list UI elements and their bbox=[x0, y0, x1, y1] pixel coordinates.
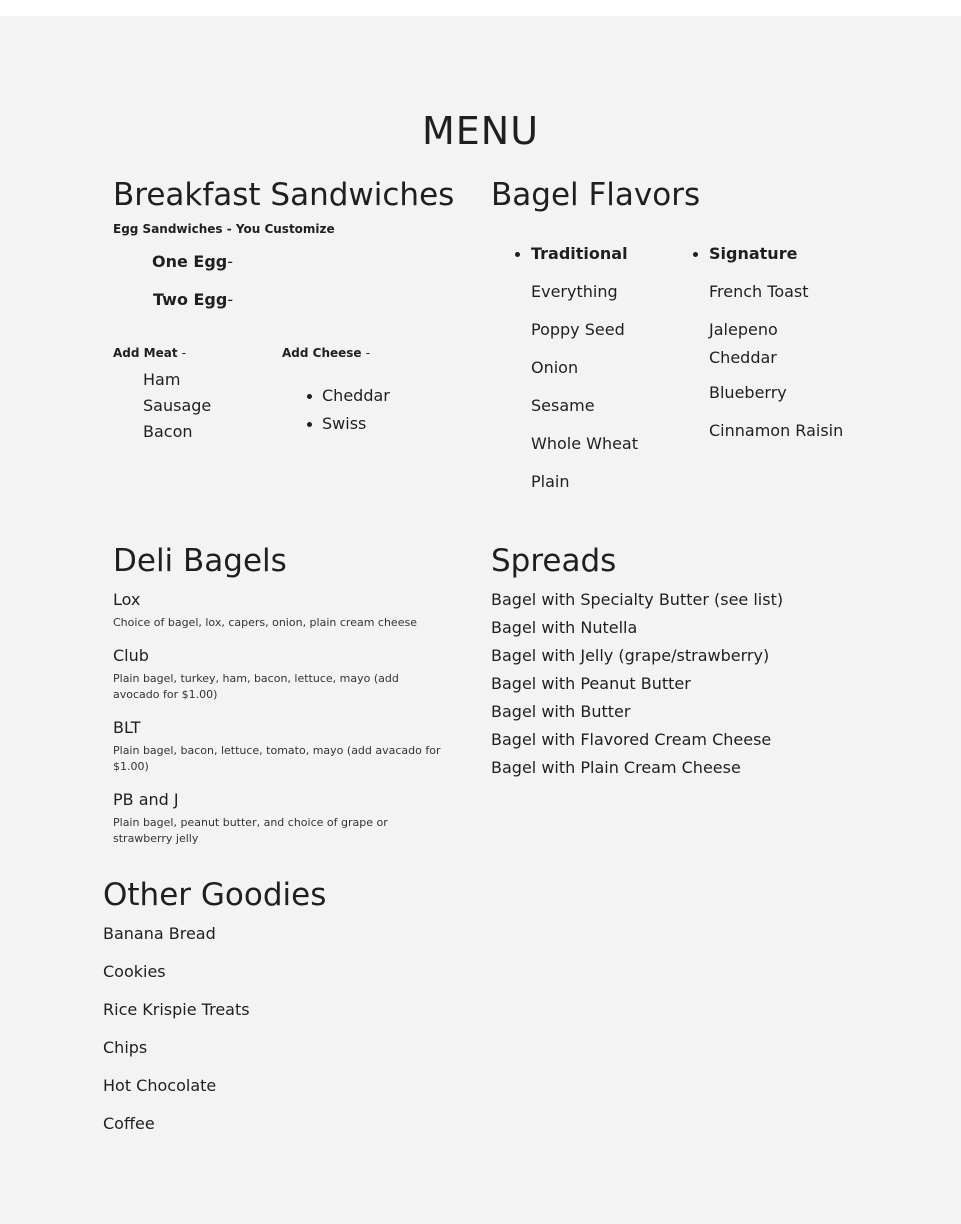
bagel-flavor-item: Sesame bbox=[531, 396, 595, 415]
deli-bagels-heading: Deli Bagels bbox=[113, 543, 287, 579]
goodie-item: Cookies bbox=[103, 962, 166, 981]
spread-item: Bagel with Jelly (grape/strawberry) bbox=[491, 646, 770, 665]
one-egg-label: One Egg bbox=[152, 252, 228, 271]
other-goodies-heading: Other Goodies bbox=[103, 877, 327, 913]
add-cheese-heading bbox=[282, 345, 370, 361]
menu-page bbox=[0, 16, 961, 1224]
meat-item: Ham bbox=[143, 370, 181, 389]
goodie-item: Banana Bread bbox=[103, 924, 216, 943]
deli-item-desc: Plain bagel, turkey, ham, bacon, lettuce, mayo (add avocado for $1.00) bbox=[113, 672, 399, 701]
signature-heading: Signature bbox=[709, 243, 859, 265]
deli-item-name: Lox bbox=[113, 590, 141, 609]
bagel-flavors-heading: Bagel Flavors bbox=[491, 177, 701, 213]
spread-item: Bagel with Plain Cream Cheese bbox=[491, 758, 741, 777]
breakfast-sandwiches-heading: Breakfast Sandwiches bbox=[113, 177, 455, 213]
bagel-flavor-item: French Toast bbox=[709, 282, 809, 301]
deli-item-name: Club bbox=[113, 646, 149, 665]
traditional-column bbox=[531, 243, 681, 509]
deli-item-name: PB and J bbox=[113, 790, 179, 809]
meat-item: Bacon bbox=[143, 422, 193, 441]
add-cheese-label: Add Cheese bbox=[282, 346, 362, 360]
deli-item-desc: Plain bagel, peanut butter, and choice of grape or strawberry jelly bbox=[113, 816, 388, 845]
spreads-list bbox=[491, 586, 783, 782]
two-egg-label: Two Egg bbox=[153, 290, 228, 309]
deli-item-desc: Plain bagel, bacon, lettuce, tomato, mayo (add avacado for $1.00) bbox=[113, 744, 441, 773]
bagel-flavor-item: Blueberry bbox=[709, 383, 787, 402]
meat-list bbox=[143, 367, 211, 445]
signature-column bbox=[709, 243, 859, 458]
one-egg-dash: - bbox=[227, 252, 234, 271]
spread-item: Bagel with Specialty Butter (see list) bbox=[491, 590, 784, 609]
goodie-item: Hot Chocolate bbox=[103, 1076, 217, 1095]
bagel-flavor-item: Cinnamon Raisin bbox=[709, 421, 844, 440]
add-meat-dash: - bbox=[181, 346, 187, 360]
goodie-item: Coffee bbox=[103, 1114, 155, 1133]
bagel-flavor-item: Jalepeno Cheddar bbox=[709, 320, 778, 367]
bagel-flavor-item: Onion bbox=[531, 358, 579, 377]
add-meat-label: Add Meat bbox=[113, 346, 178, 360]
page-title: MENU bbox=[421, 109, 540, 153]
traditional-heading: Traditional bbox=[531, 243, 681, 265]
goodies-list bbox=[103, 923, 250, 1151]
deli-item-desc: Choice of bagel, lox, capers, onion, plain cream cheese bbox=[113, 616, 417, 629]
spread-item: Bagel with Butter bbox=[491, 702, 631, 721]
goodie-item: Rice Krispie Treats bbox=[103, 1000, 250, 1019]
goodie-item: Chips bbox=[103, 1038, 148, 1057]
deli-list bbox=[113, 589, 448, 861]
deli-item-name: BLT bbox=[113, 718, 141, 737]
egg-sandwiches-subtitle: Egg Sandwiches - You Customize bbox=[113, 222, 335, 236]
add-cheese-dash: - bbox=[365, 346, 371, 360]
one-egg-item bbox=[152, 251, 233, 273]
spread-item: Bagel with Peanut Butter bbox=[491, 674, 691, 693]
bagel-flavor-item: Everything bbox=[531, 282, 618, 301]
spread-item: Bagel with Nutella bbox=[491, 618, 638, 637]
add-meat-heading bbox=[113, 345, 186, 361]
two-egg-item bbox=[153, 289, 233, 311]
meat-item: Sausage bbox=[143, 396, 212, 415]
bagel-flavor-item: Poppy Seed bbox=[531, 320, 625, 339]
bagel-flavor-item: Whole Wheat bbox=[531, 434, 639, 453]
cheese-list bbox=[322, 385, 390, 435]
two-egg-dash: - bbox=[227, 290, 234, 309]
cheese-item: Cheddar bbox=[322, 386, 390, 405]
bagel-flavor-item: Plain bbox=[531, 472, 570, 491]
spread-item: Bagel with Flavored Cream Cheese bbox=[491, 730, 772, 749]
cheese-item: Swiss bbox=[322, 413, 390, 435]
spreads-heading: Spreads bbox=[491, 543, 617, 579]
